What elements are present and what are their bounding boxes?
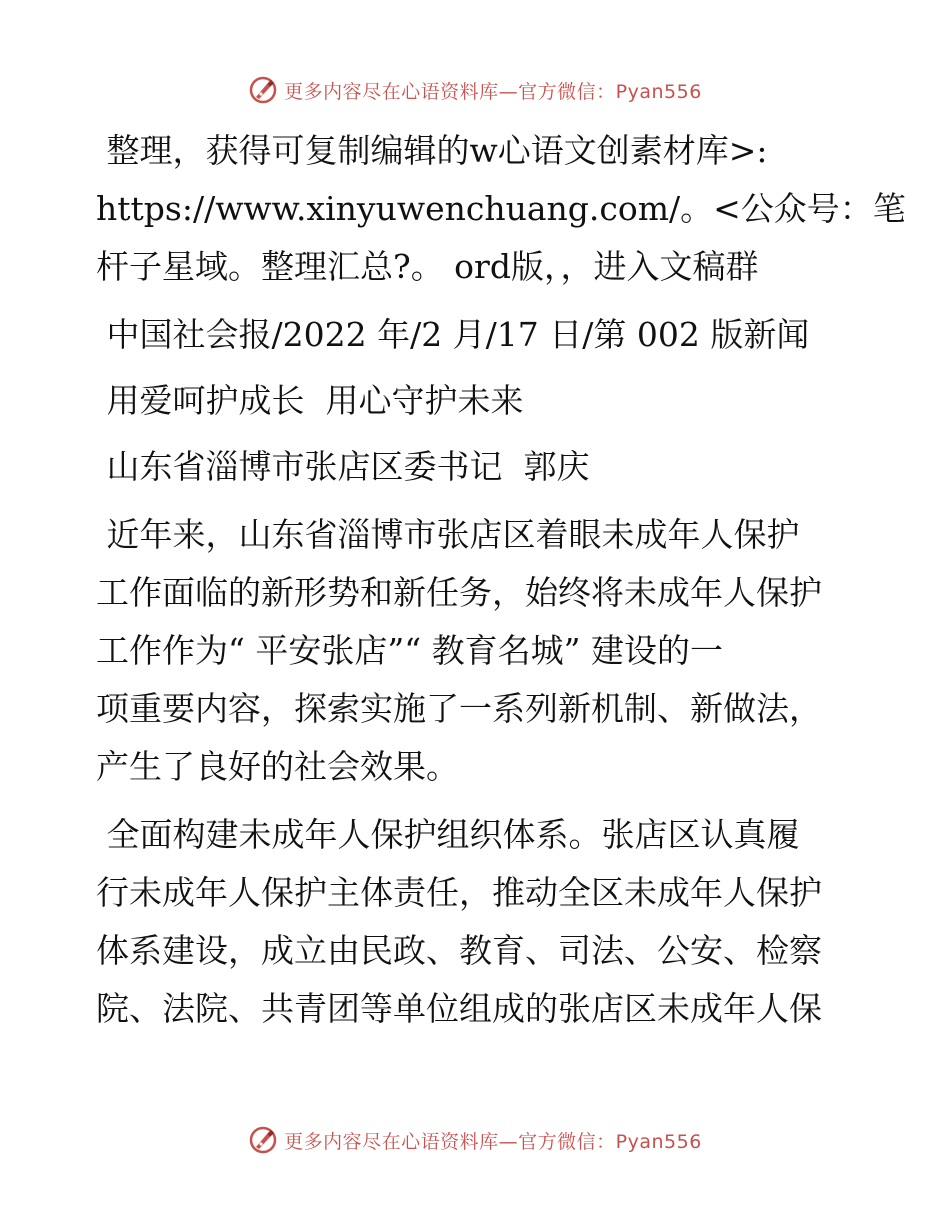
paragraph-2-line-3: 体系建设，成立由民政、教育、司法、公安、检察 [96, 931, 822, 970]
paragraph-1-line-4: 项重要内容，探索实施了一系列新机制、新做法， [96, 689, 822, 728]
watermark-text: 更多内容尽在心语资料库—官方微信：Pyan556 [284, 80, 702, 103]
pen-nib-logo-icon [248, 75, 278, 105]
intro-line-3: 杆子星域。整理汇总?。 ord版，，进入文稿群 [96, 247, 759, 286]
watermark-text: 更多内容尽在心语资料库—官方微信：Pyan556 [284, 1130, 702, 1153]
pen-nib-logo-icon [248, 1125, 278, 1155]
paragraph-2-line-2: 行未成年人保护主体责任，推动全区未成年人保护 [96, 873, 822, 912]
watermark-banner-top [0, 70, 950, 110]
intro-line-2: https://www.xinyuwenchuang.com/。<公众号：笔 [96, 189, 906, 228]
paragraph-2-line-4: 院、法院、共青团等单位组成的张店区未成年人保 [96, 989, 822, 1028]
intro-line-1: 整理，获得可复制编辑的w心语文创素材库>: [96, 131, 768, 170]
paragraph-1-line-3: 工作作为“ 平安张店”“ 教育名城” 建设的一 [96, 631, 723, 670]
author-line: 山东省淄博市张店区委书记 郭庆 [96, 447, 590, 486]
watermark-banner-bottom [0, 1120, 950, 1160]
paragraph-1-line-1: 近年来，山东省淄博市张店区着眼未成年人保护 [96, 515, 800, 554]
headline: 用爱呵护成长 用心守护未来 [96, 381, 524, 420]
paragraph-1-line-5: 产生了良好的社会效果。 [96, 747, 459, 786]
source-line: 中国社会报/2022 年/2 月/17 日/第 002 版新闻 [96, 315, 810, 354]
paragraph-1-line-2: 工作面临的新形势和新任务，始终将未成年人保护 [96, 573, 822, 612]
paragraph-2-line-1: 全面构建未成年人保护组织体系。张店区认真履 [96, 815, 800, 854]
document-body [96, 122, 906, 1038]
